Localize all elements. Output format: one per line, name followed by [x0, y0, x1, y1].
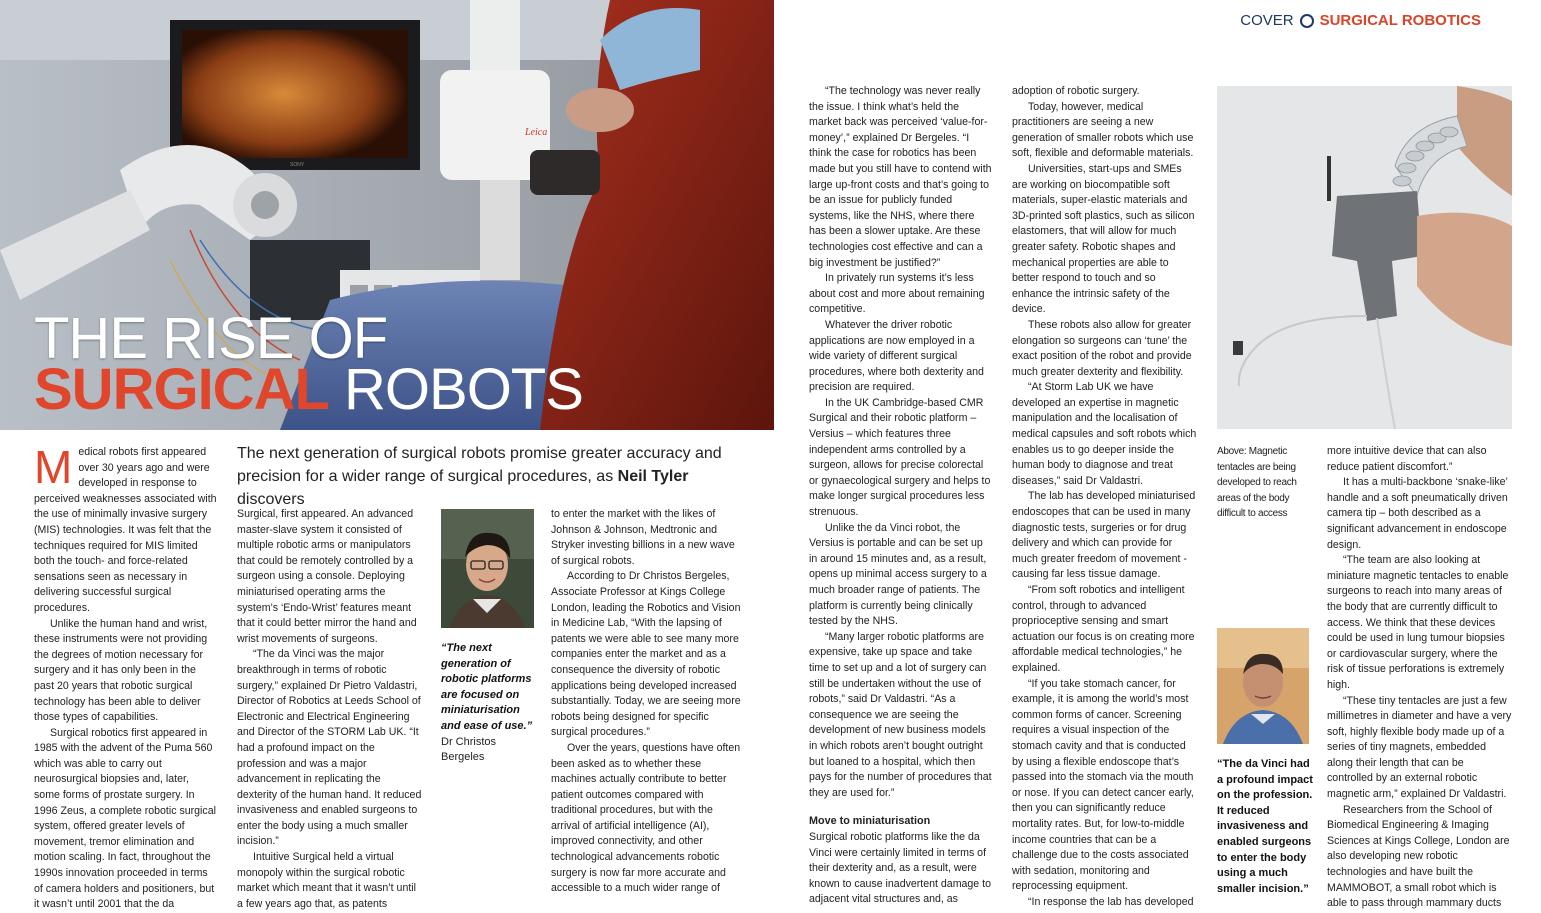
standfirst [237, 442, 747, 511]
title-accent-word: SURGICAL [34, 357, 329, 422]
header-circle-icon [1300, 14, 1314, 28]
paragraph: Surgical, first appeared. An advanced master-slave system it consisted of multiple robotic arms or manipulators that could be remotely controlled by a surgeon using a console. Deploying miniaturised operating arms the system’s ‘Endo-Wrist’ features meant that it could better mirror the hand and wrist movements of surgeons. [237, 508, 417, 645]
article-column-4 [809, 84, 993, 908]
paragraph: It has a multi-backbone ‘snake-like’ handle and a soft pneumatically driven camera tip – both described as a significant advancement in endoscope design. [1327, 476, 1508, 551]
pull-quote-1 [441, 641, 536, 766]
pull-quote-attribution: Dr Christos Bergeles [441, 735, 497, 764]
paragraph: Intuitive Surgical held a virtual monopoly within the surgical robotic market which meant that it wasn’t until a few years ago that, as patents [237, 851, 416, 910]
photo-caption: Above: Magnetic tentacles are being developed to reach areas of the body difficult to access [1217, 446, 1297, 520]
article-column-1 [34, 441, 217, 913]
paragraph: Medical robots first appeared over 30 years ago and were developed in response to perceived weaknesses associated with the use of minimally invasive surgery (MIS) technologies. It was felt that the techniques required for MIS limited both the touch- and force-related sensations seen as necessary in delivering successful surgical procedures. [34, 441, 217, 614]
title-line-2 [34, 356, 583, 423]
tentacle-device-illustration [1217, 86, 1512, 429]
paragraph: Unlike the human hand and wrist, these instruments were not providing the degrees of motion necessary for surgery and it has only been in the past 20 years that robotic surgical technology has been able to deliver those types of capabilities. [34, 617, 208, 724]
paragraph: “If you take stomach cancer, for example, it is among the world’s most common forms of cancer. Screening requires a visual inspection of the stomach cavity and that is conducted by using a flexible endoscope that’s passed into the stomach via the mouth or nose. If you can detect cancer early, then you can significantly reduce mortality rates. But, for low-to-middle income countries that can be a challenge due to the costs associated with sedation, monitoring and reprocessing equipment. [1012, 677, 1194, 893]
standfirst-suffix: discovers [237, 491, 305, 508]
paragraph: Unlike the da Vinci robot, the Versius is portable and can be set up in around 15 minutes and, as a result, opens up minimal access surgery to a much broader range of patients. The platform is currently being clinically tested by the NHS. [809, 521, 987, 628]
paragraph: The lab has developed miniaturised endoscopes that can be used in many diagnostic tests, surgeries or for drug delivery and which can provide for much greater freedom of movement - causing far less tissue damage. [1012, 490, 1196, 581]
paragraph: Over the years, questions have often been asked as to whether these machines actually contribute to better patient outcomes compared with traditional procedures, but with the arrival of artificial intelligence (AI), improved connectivity, and other technological advancements robotic surgery is now far more accurate and accessible to a much wider range of [551, 741, 741, 895]
portrait-illustration [1217, 628, 1309, 744]
paragraph: These robots also allow for greater elongation so surgeons can ‘tune’ the exact position of the robot and provide much greater dexterity and flexibility. [1012, 318, 1192, 378]
paragraph: adoption of robotic surgery. [1012, 85, 1140, 97]
paragraph: “These tiny tentacles are just a few millimetres in diameter and have a very soft, highly flexible body made up of a series of tiny magnets, embedded along their length that can be controlled by an external robotic magnetic arm,” explained Dr Valdastri. [1327, 694, 1512, 801]
paragraph: “At Storm Lab UK we have developed an expertise in magnetic manipulation and the localisation of medical capsules and soft robots which enables us to go deeper inside the human body to diagnose and treat diseases,” said Dr Valdastri. [1012, 381, 1197, 487]
paragraph: “In response the lab has developed [1028, 895, 1194, 908]
paragraph: According to Dr Christos Bergeles, Associate Professor at Kings College London, leading the Robotics and Vision in Medicine Lab, “With the lapsing of patents we were able to see many more companies enter the market and as a consequence the diversity of robotic applications being developed increased substantially. Today, we are seeing more robots being designed for specific surgical procedures.” [551, 570, 741, 739]
portrait-illustration [441, 509, 534, 628]
drop-cap: M [34, 441, 73, 493]
paragraph: Researchers from the School of Biomedical Engineering & Imaging Sciences at Kings College, London are also developing new robotic technologies and have built the MAMMOBOT, a small robot which is able to pass through mammary ducts [1327, 803, 1510, 910]
paragraph: “From soft robotics and intelligent control, through to advanced proprioceptive sensing and smart actuation our focus is on creating more affordable medical technologies,” he explained. [1012, 584, 1195, 674]
article-column-5 [1012, 84, 1198, 910]
paragraph: In the UK Cambridge-based CMR Surgical and their robotic platform – Versius – which features three independent arms controlled by a surgeon, allows for precise colorectal or gynaecological surgery and helps to make longer surgical procedures less strenuous. [809, 396, 991, 519]
paragraph: Universities, start-ups and SMEs are working on biocompatible soft materials, super-elastic materials and 3D-printed soft plastics, such as silicon elastomers, that will allow for much greater safety. Robotic shapes and mechanical properties are able to better respond to touch and so enhance the intrinsic safety of the device. [1012, 162, 1195, 316]
header-cover-label: COVER [1240, 12, 1294, 29]
portrait-christos-bergeles [441, 509, 534, 628]
article-column-2 [237, 507, 423, 912]
portrait-pietro-valdastri [1217, 628, 1309, 744]
paragraph: to enter the market with the likes of Johnson & Johnson, Medtronic and Stryker investing billions in a new wave of surgical robots. [551, 508, 735, 567]
paragraph: “The team are also looking at miniature magnetic tentacles to enable surgeons to reach into many areas of the body that are currently difficult to access. We think that these devices could be used in lung tumour biopsies or cardiovascular surgery, where the risk of tissue perforations is extremely high. [1327, 554, 1509, 691]
article-column-3 [551, 507, 741, 897]
hero-photo [0, 0, 774, 430]
paragraph: more intuitive device that can also reduce patient discomfort.” [1327, 445, 1487, 473]
standfirst-text: The next generation of surgical robots promise greater accuracy and precision for a wider range of surgical procedures, as [237, 445, 722, 485]
paragraph: Surgical robotics first appeared in 1985 with the advent of the Puma 560 which was able to carry out neurosurgical biopsies and, later, some forms of prostate surgery. In 1996 Zeus, a complete robotic surgical system, offered greater levels of movement, tremor elimination and motion scaling. In fact, throughout the 1990s innovation proceeded in terms of camera holders and positioners, but it wasn’t until 2001 that the da [34, 726, 216, 911]
paragraph: Today, however, medical practitioners are seeing a new generation of smaller robots which use soft, flexible and deformable materials. [1012, 100, 1194, 160]
standfirst-author: Neil Tyler [617, 468, 689, 485]
microscope-brand-label: Leica [525, 127, 548, 138]
paragraph: “The da Vinci was the major breakthrough in terms of robotic surgery,” explained Dr Pietro Valdastri, Director of Robotics at Leeds School of Electronic and Electrical Engineering and Director of the STORM Lab UK. “It had a profound impact on the profession and was a major advancement in replicating the dexterity of the human hand. It reduced invasiveness and enabled surgeons to enter the body using a much smaller incision.” [237, 648, 422, 848]
magnetic-tentacle-photo [1217, 86, 1512, 429]
article-column-7 [1327, 444, 1512, 912]
section-header [1240, 12, 1481, 29]
monitor-brand-label: SONY [290, 162, 305, 168]
title-rest-word: ROBOTS [328, 357, 583, 422]
paragraph: “The technology was never really the issue. I think what’s held the market back was perceived ‘value-for-money’,” explained Dr Bergeles. “I think the case for robotics has been made but you still have to contend with large up-front costs and that’s going to be an issue for publicly funded systems, like the NHS, where there has been a slower uptake. Are these technologies cost effective and can a big investment be justified?” [809, 85, 992, 269]
header-section-label: SURGICAL ROBOTICS [1319, 12, 1481, 29]
pull-quote-text: “The da Vinci had a profound impact on the profession. It reduced invasiveness and enabled surgeons to enter the body using a much smaller incision.” [1217, 758, 1313, 895]
title-line-1: THE RISE OF [34, 306, 388, 371]
pull-quote-text: “The next generation of robotic platforms are focused on miniaturisation and ease of use.” [441, 642, 533, 732]
paragraph: Whatever the driver robotic applications are now employed in a wide variety of different surgical procedures, where both dexterity and precision are required. [809, 318, 984, 394]
pull-quote-2 [1217, 757, 1317, 897]
paragraph: “Many larger robotic platforms are expensive, take up space and take time to set up and a lot of surgery can still be undertaken without the use of robots,” said Dr Valdastri. “As a consequence we are seeing the development of new business models in which robots aren’t bought outright but loaned to a hospital, which then pays for the number of procedures that they are used for.” [809, 630, 992, 799]
paragraph: Surgical robotic platforms like the da Vinci were certainly limited in terms of their dexterity and, as a result, were known to cause inadvertent damage to adjacent vital structures and, as [809, 830, 991, 906]
paragraph: In privately run systems it’s less about cost and more about remaining competitive. [809, 272, 985, 316]
subheading: Move to miniaturisation [809, 815, 931, 828]
